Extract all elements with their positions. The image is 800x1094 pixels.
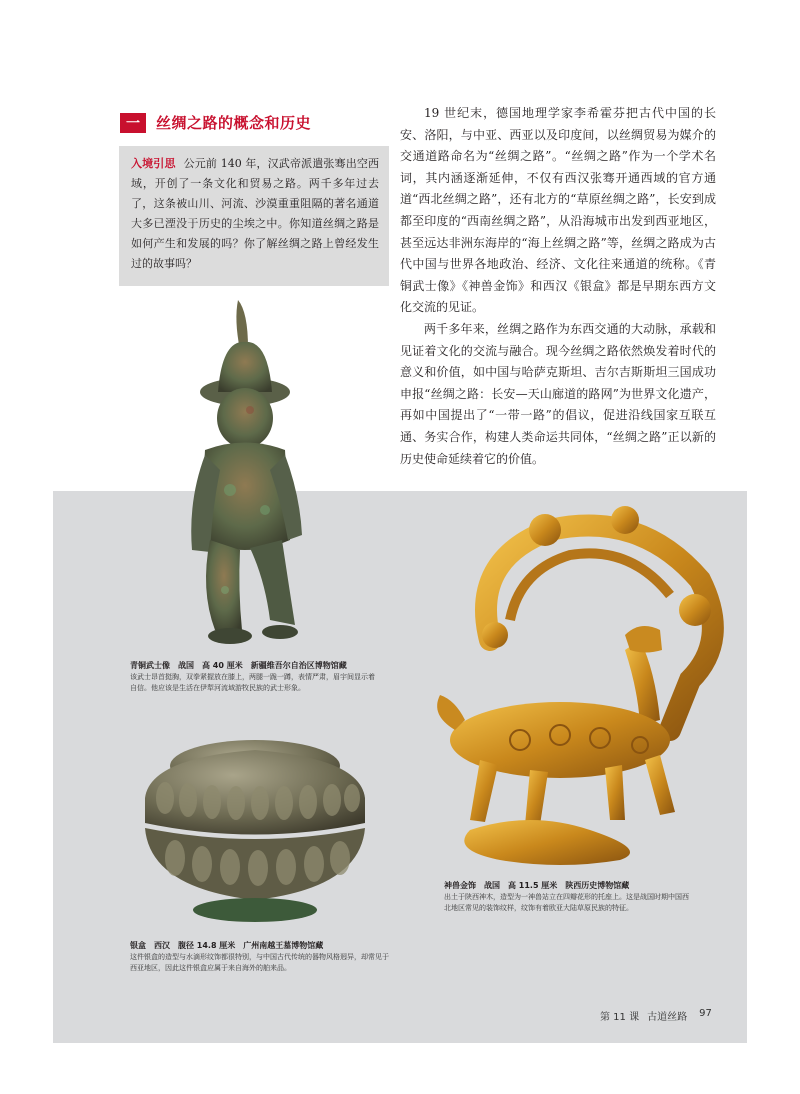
body-paragraph: 两千多年来，丝绸之路作为东西交通的大动脉，承载和见证着文化的交流与融合。现今丝绸之路依然焕发着时代的意义和价值，如中国与哈萨克斯坦、吉尔吉斯斯坦三国成功申报“丝绸之路：长安—天山廊道的路网”为世界文化遗产，再如中国提出了“一带一路”的倡议，促进沿线国家互联互通、务实合作，构建人类命运共同体，“丝绸之路”正以新的历史使命延续着它的价值。	[400, 321, 716, 466]
warrior-caption-title: 青铜武士像 战国 高 40 厘米 新疆维吾尔自治区博物馆藏	[130, 661, 347, 670]
footer-lesson: 第 11 课	[600, 1012, 640, 1023]
box-caption-title: 银盒 西汉 腹径 14.8 厘米 广州南越王墓博物馆藏	[130, 941, 324, 950]
warrior-caption-body: 该武士昂首挺胸，双拳紧握放在膝上，两腿一跪一蹲，表情严肃，眉宇间显示着自信。他应该是生活在伊犁河流域游牧民族的武士形象。	[130, 673, 375, 692]
page-footer	[600, 1008, 712, 1023]
intro-label: 入境引思	[131, 157, 176, 170]
body-text	[400, 103, 716, 470]
box-caption	[130, 940, 390, 973]
silver-box-image	[130, 728, 380, 928]
body-paragraph: 19 世纪末，德国地理学家李希霍芬把古代中国的长安、洛阳，与中亚、西亚以及印度间，以丝绸贸易为媒介的交通道路命名为“丝绸之路”。“丝绸之路”作为一个学术名词，其内涵逐渐延伸，不仅有西汉张骞开通西域的官方通道“西北丝绸之路”，还有北方的“草原丝绸之路”，长安到成都至印度的“西南丝绸之路”，从沿海城市出发到西亚地区，甚至远达非洲东海岸的“海上丝绸之路”等，丝绸之路成为古代中国与世界各地政治、经济、文化往来通道的统称。《青铜武士像》《神兽金饰》和西汉《银盒》都是早期东西方文化交流的见证。	[400, 106, 716, 315]
section-title: 丝绸之路的概念和历史	[156, 114, 312, 132]
beast-caption	[444, 880, 694, 913]
page-number: 97	[699, 1008, 712, 1019]
warrior-caption	[130, 660, 375, 693]
section-number: 一	[120, 113, 146, 133]
bronze-warrior-image	[170, 300, 320, 652]
footer-lesson-title: 古道丝路	[647, 1012, 688, 1023]
beast-caption-body: 出土于陕西神木，造型为一神兽站立在四瓣花形的托座上。这是战国时期中国西北地区常见的装饰纹样，纹饰有着欧亚大陆草原民族的特征。	[444, 893, 689, 912]
box-caption-body: 这件银盒的造型与水滴形纹饰都很特别，与中国古代传统的器物风格迥异，却常见于西亚地区，因此这件银盒应属于来自海外的舶来品。	[130, 953, 389, 972]
intro-box	[119, 146, 389, 286]
section-heading	[120, 112, 311, 133]
golden-beast-image	[410, 500, 730, 870]
beast-caption-title: 神兽金饰 战国 高 11.5 厘米 陕西历史博物馆藏	[444, 881, 630, 890]
intro-text: 公元前 140 年，汉武帝派遣张骞出空西域，开创了一条文化和贸易之路。两千多年过去了，这条被山川、河流、沙漠重重阻隔的著名通道大多已湮没于历史的尘埃之中。你知道丝绸之路是如何产生和发展的吗？你了解丝绸之路上曾经发生过的故事吗？	[131, 157, 379, 270]
